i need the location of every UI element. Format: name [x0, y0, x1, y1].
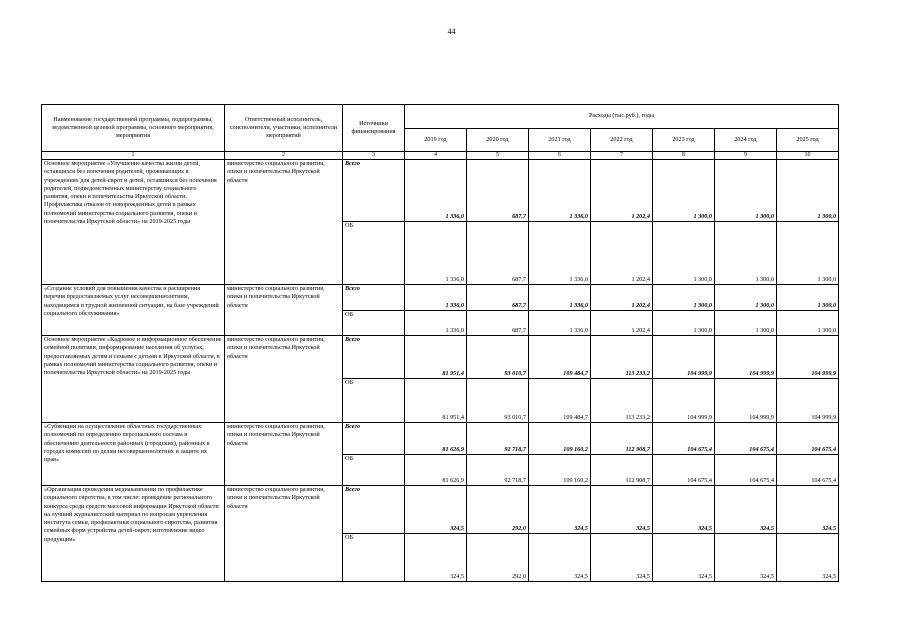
total-value: 1 336,0	[405, 285, 467, 311]
source-total-label: Всего	[343, 336, 405, 379]
ob-value: 81 951,4	[405, 379, 467, 423]
total-value: 1 300,0	[653, 160, 715, 222]
page-number: 44	[447, 27, 456, 36]
total-value: 687,7	[467, 285, 529, 311]
ob-value: 104 675,4	[777, 455, 839, 486]
total-value: 324,5	[653, 486, 715, 534]
column-number: 9	[715, 152, 777, 160]
total-value: 292,0	[467, 486, 529, 534]
measure-name: Основное мероприятие «Улучшение качества жизни детей, оставшихся без попечения родителей, проживающих в учреждениях для детей-сирот и детей, оставшихся без попечения родителей, подведомственных министерству социального развития, опеки и попечительства Иркутской области. Профилактика отказов от новорожденных детей в рамках полномочий министерства социального развития, опеки и попечительства Иркутской области» на 2019-2025 годы	[42, 160, 225, 285]
ob-value: 112 908,7	[591, 455, 653, 486]
ob-value: 1 202,4	[591, 311, 653, 336]
source-total-label: Всего	[343, 423, 405, 455]
total-value: 104 999,9	[777, 336, 839, 379]
total-value: 687,7	[467, 160, 529, 222]
total-value: 1 300,0	[653, 285, 715, 311]
ob-value: 104 999,9	[653, 379, 715, 423]
ob-value: 687,7	[467, 311, 529, 336]
column-number: 8	[653, 152, 715, 160]
column-number: 7	[591, 152, 653, 160]
measure-name: Основное мероприятие «Кадровое и информационное обеспечение семейной политики, информирование населения об услугах, предоставляемых детям и семьям с детьми в Иркутской области, в рамках полномочий министерства социального развития, опеки и попечительства Иркутской области» на 2019-2025 годы	[42, 336, 225, 423]
measure-name: «Субвенции на осуществление областных государственных полномочий по определению персонального состава и обеспечению деятельности районных (городских), районных в городах комиссий по делам несовершеннолетних и защите их прав»	[42, 423, 225, 486]
ob-value: 113 233,2	[591, 379, 653, 423]
ob-value: 81 626,9	[405, 455, 467, 486]
ob-value: 1 300,0	[653, 222, 715, 285]
ob-value: 104 675,4	[715, 455, 777, 486]
table-row	[42, 285, 839, 311]
total-value: 324,5	[715, 486, 777, 534]
source-ob-label: ОБ	[343, 222, 405, 285]
total-value: 1 336,0	[529, 285, 591, 311]
source-ob-label: ОБ	[343, 379, 405, 423]
ob-value: 1 336,0	[529, 222, 591, 285]
column-number: 2	[225, 152, 343, 160]
ob-value: 1 336,0	[405, 222, 467, 285]
ob-value: 104 999,9	[715, 379, 777, 423]
total-value: 324,5	[405, 486, 467, 534]
ob-value: 104 999,9	[777, 379, 839, 423]
ob-value: 1 300,0	[715, 311, 777, 336]
column-number: 10	[777, 152, 839, 160]
ob-value: 1 336,0	[405, 311, 467, 336]
ob-value: 1 300,0	[653, 311, 715, 336]
source-total-label: Всего	[343, 486, 405, 534]
total-value: 104 675,4	[777, 423, 839, 455]
column-number: 6	[529, 152, 591, 160]
header-name: Наименование государственной программы, подпрограммы, ведомственной целевой программы, основного мероприятия, мероприятия	[42, 105, 225, 152]
header-year: 2024 год	[715, 129, 777, 152]
source-ob-label: ОБ	[343, 455, 405, 486]
header-source: Источники финансирования	[343, 105, 405, 152]
column-numbers-row	[42, 152, 839, 160]
total-value: 93 010,7	[467, 336, 529, 379]
ob-value: 1 300,0	[715, 222, 777, 285]
column-number: 1	[42, 152, 225, 160]
ob-value: 324,5	[653, 534, 715, 582]
ob-value: 1 202,4	[591, 222, 653, 285]
total-value: 104 675,4	[715, 423, 777, 455]
source-total-label: Всего	[343, 285, 405, 311]
total-value: 324,5	[591, 486, 653, 534]
ob-value: 104 675,4	[653, 455, 715, 486]
source-ob-label: ОБ	[343, 311, 405, 336]
total-value: 109 484,7	[529, 336, 591, 379]
ob-value: 324,5	[405, 534, 467, 582]
header-year: 2020 год	[467, 129, 529, 152]
ob-value: 93 010,7	[467, 379, 529, 423]
header-year: 2019 год	[405, 129, 467, 152]
total-value: 113 233,2	[591, 336, 653, 379]
total-value: 104 999,9	[653, 336, 715, 379]
responsible-executor: министерство социального развития, опеки и попечительства Иркутской области	[225, 285, 343, 336]
total-value: 1 336,0	[529, 160, 591, 222]
ob-value: 109 160,2	[529, 455, 591, 486]
total-value: 324,5	[529, 486, 591, 534]
header-expenses: Расходы (тыс.руб.), годы	[405, 105, 839, 129]
responsible-executor: министерство социального развития, опеки и попечительства Иркутской области	[225, 423, 343, 486]
total-value: 81 626,9	[405, 423, 467, 455]
ob-value: 687,7	[467, 222, 529, 285]
total-value: 1 300,0	[777, 285, 839, 311]
header-responsible: Ответственный исполнитель, соисполнители, участники, исполнители мероприятий	[225, 105, 343, 152]
header-year: 2022 год	[591, 129, 653, 152]
table-row	[42, 486, 839, 534]
total-value: 1 300,0	[777, 160, 839, 222]
column-number: 5	[467, 152, 529, 160]
responsible-executor: министерство социального развития, опеки и попечительства Иркутской области	[225, 486, 343, 582]
ob-value: 1 336,0	[529, 311, 591, 336]
total-value: 1 202,4	[591, 285, 653, 311]
total-value: 92 718,7	[467, 423, 529, 455]
budget-table	[41, 104, 839, 582]
responsible-executor: министерство социального развития, опеки и попечительства Иркутской области	[225, 160, 343, 285]
ob-value: 292,0	[467, 534, 529, 582]
column-number: 4	[405, 152, 467, 160]
ob-value: 1 300,0	[777, 311, 839, 336]
table-row	[42, 336, 839, 379]
total-value: 1 300,0	[715, 285, 777, 311]
column-number: 3	[343, 152, 405, 160]
total-value: 1 300,0	[715, 160, 777, 222]
table-row	[42, 160, 839, 222]
total-value: 81 951,4	[405, 336, 467, 379]
source-ob-label: ОБ	[343, 534, 405, 582]
header-year: 2021 год	[529, 129, 591, 152]
table-row	[42, 423, 839, 455]
ob-value: 92 718,7	[467, 455, 529, 486]
total-value: 1 202,4	[591, 160, 653, 222]
ob-value: 324,5	[529, 534, 591, 582]
total-value: 324,5	[777, 486, 839, 534]
total-value: 104 999,9	[715, 336, 777, 379]
total-value: 1 336,0	[405, 160, 467, 222]
ob-value: 324,5	[777, 534, 839, 582]
total-value: 104 675,4	[653, 423, 715, 455]
responsible-executor: министерство социального развития, опеки и попечительства Иркутской области	[225, 336, 343, 423]
ob-value: 1 300,0	[777, 222, 839, 285]
header-year: 2023 год	[653, 129, 715, 152]
ob-value: 324,5	[715, 534, 777, 582]
total-value: 109 160,2	[529, 423, 591, 455]
ob-value: 109 484,7	[529, 379, 591, 423]
source-total-label: Всего	[343, 160, 405, 222]
total-value: 112 908,7	[591, 423, 653, 455]
measure-name: «Организация проведения медиакампании по профилактике социального сиротства, в том числе: проведение регионального конкурса среди средств массовой информации Иркутской области на лучший журналистский материал по вопросам укрепления института семьи, профилактики социального сиротства, развития семейных форм устройства детей-сирот; изготовление видео продукции»	[42, 486, 225, 582]
measure-name: «Создание условий для повышения качества и расширения перечня предоставляемых услуг несовершеннолетним, находящимся в трудной жизненной ситуации, на базе учреждений социального обслуживания»	[42, 285, 225, 336]
ob-value: 324,5	[591, 534, 653, 582]
header-year: 2025 год	[777, 129, 839, 152]
